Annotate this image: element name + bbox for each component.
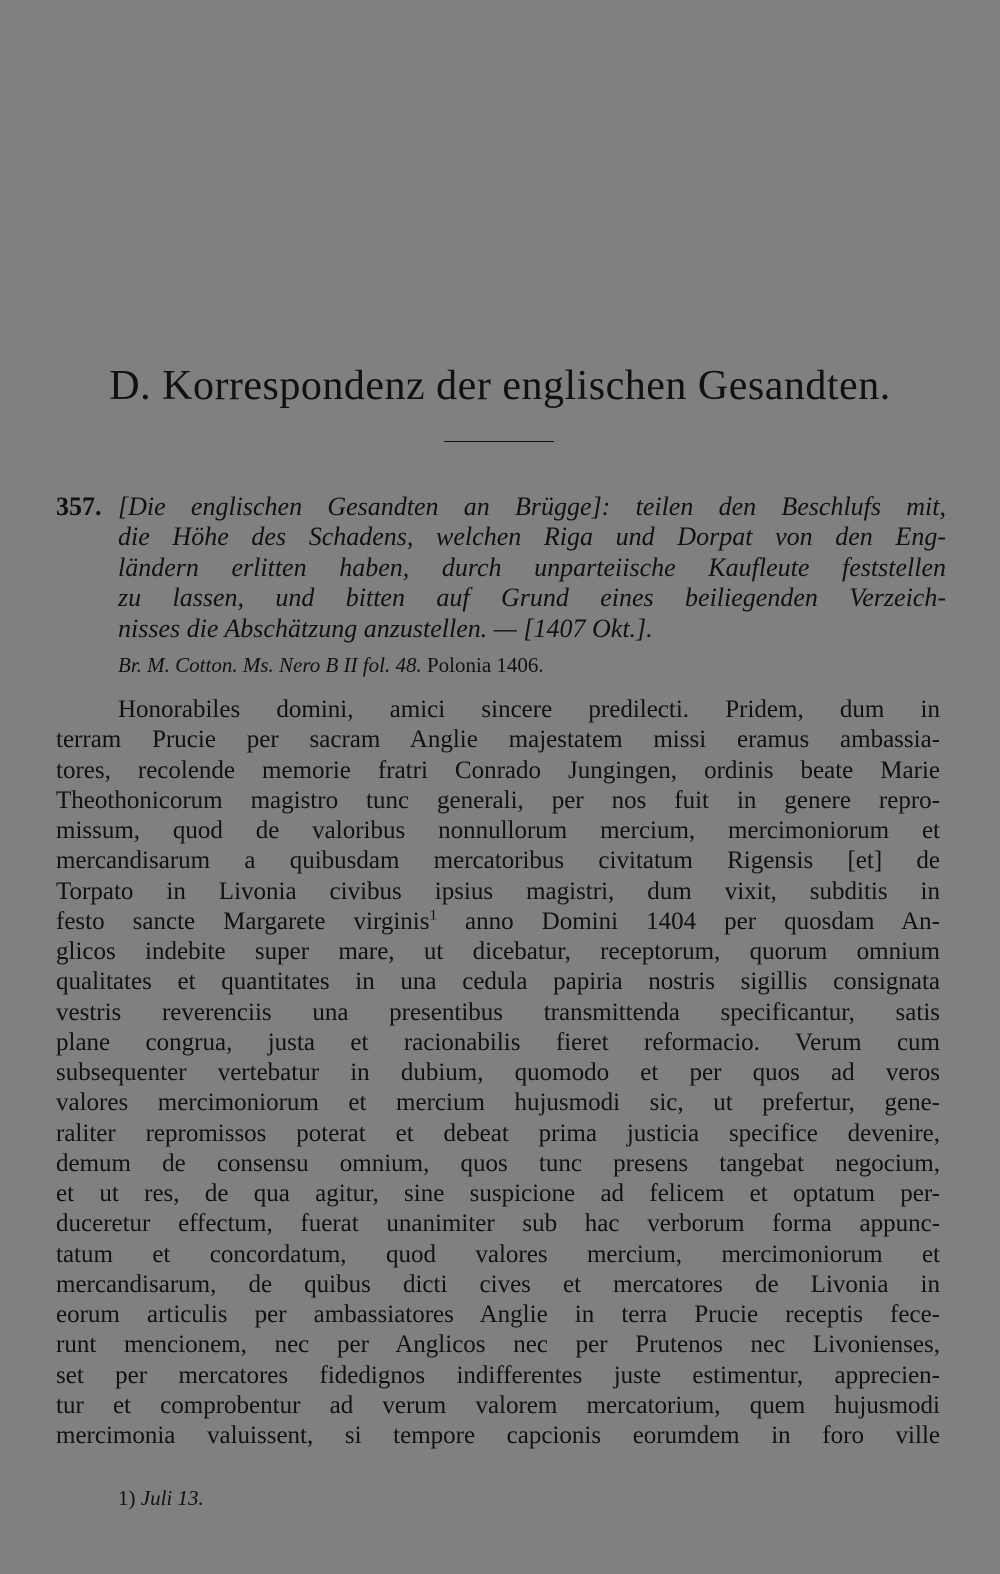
body-line-start: festo sancte Margarete virginis [56,907,430,935]
heading-line-1 [56,492,946,522]
body-line: vestris reverenciis una presentibus transmittenda specificantur, satis [56,998,940,1026]
footnote-text: Juli 13. [140,1486,204,1510]
document-number: 357. [56,492,102,521]
heading-text: [Die englischen Gesandten an Brügge]: teilen den Beschlufs mit, [118,492,946,521]
source-reference [118,653,544,678]
body-line: Torpato in Livonia civibus ipsius magistri, dum vixit, subditis in [56,877,940,905]
source-note: Polonia 1406. [426,653,544,677]
body-line: mercandisarum a quibusdam mercatoribus civitatum Rigensis [et] de [56,847,940,875]
letter-body [56,695,940,1451]
body-line: mercandisarum, de quibus dicti cives et mercatores de Livonia in [56,1270,940,1298]
body-line: demum de consensu omnium, quos tunc presens tangebat negocium, [56,1149,940,1177]
body-line: eorum articulis per ambassiatores Anglie in terra Prucie receptis fece- [56,1301,940,1328]
body-line-end: anno Domini 1404 per quosdam An- [436,907,940,935]
title-divider [444,441,554,442]
body-line: valores mercimoniorum et mercium hujusmodi sic, ut prefertur, gene- [56,1089,940,1117]
heading-line-3: ländern erlitten haben, durch unparteiische Kaufleute feststellen [118,552,946,582]
body-line: raliter repromissos poterat et debeat prima justicia specifice devenire, [56,1119,940,1147]
body-line: Theothonicorum magistro tunc generali, per nos fuit in genere repro- [56,786,940,814]
heading-line-5: nisses die Abschätzung anzustellen. — [1407 Okt.]. [118,613,653,643]
heading-line-4: zu lassen, und bitten auf Grund eines beiliegenden Verzeich- [118,583,946,613]
body-line: qualitates et quantitates in una cedula papiria nostris sigillis consignata [56,968,940,996]
body-line: duceretur effectum, fuerat unanimiter sub hac verborum forma appunc- [56,1210,940,1238]
body-line: plane congrua, justa et racionabilis fieret reformacio. Verum cum [56,1028,940,1056]
section-title: D. Korrespondenz der englischen Gesandten. [109,363,891,409]
body-line: Honorabiles domini, amici sincere predilecti. Pridem, dum in [118,696,940,723]
footnote [118,1486,204,1511]
body-line: glicos indebite super mare, ut dicebatur, receptorum, quorum omnium [56,938,940,965]
body-line-footnoted [56,907,940,937]
body-line: tur et comprobentur ad verum valorem mercatorium, quem hujusmodi [56,1391,940,1419]
body-line: et ut res, de qua agitur, sine suspicione ad felicem et optatum per- [56,1180,940,1207]
body-line: tores, recolende memorie fratri Conrado Jungingen, ordinis beate Marie [56,756,940,784]
footnote-marker: 1 [429,907,437,924]
document-heading [56,492,946,644]
body-line: tatum et concordatum, quod valores mercium, mercimoniorum et [56,1240,940,1268]
body-line: subsequenter vertebatur in dubium, quomodo et per quos ad veros [56,1059,940,1086]
footnote-number: 1) [118,1486,136,1510]
body-line: missum, quod de valoribus nonnullorum mercium, mercimoniorum et [56,817,940,844]
body-line: mercimonia valuissent, si tempore capcionis eorumdem in foro ville [56,1422,940,1449]
body-line: runt mencionem, nec per Anglicos nec per Prutenos nec Livonienses, [56,1331,940,1359]
heading-line-2: die Höhe des Schadens, welchen Riga und Dorpat von den Eng- [118,522,946,552]
body-line: terram Prucie per sacram Anglie majestatem missi eramus ambassia- [56,726,940,754]
body-line: set per mercatores fidedignos indifferentes juste estimentur, apprecien- [56,1361,940,1389]
source-manuscript: Br. M. Cotton. Ms. Nero B II fol. 48. [118,653,422,677]
